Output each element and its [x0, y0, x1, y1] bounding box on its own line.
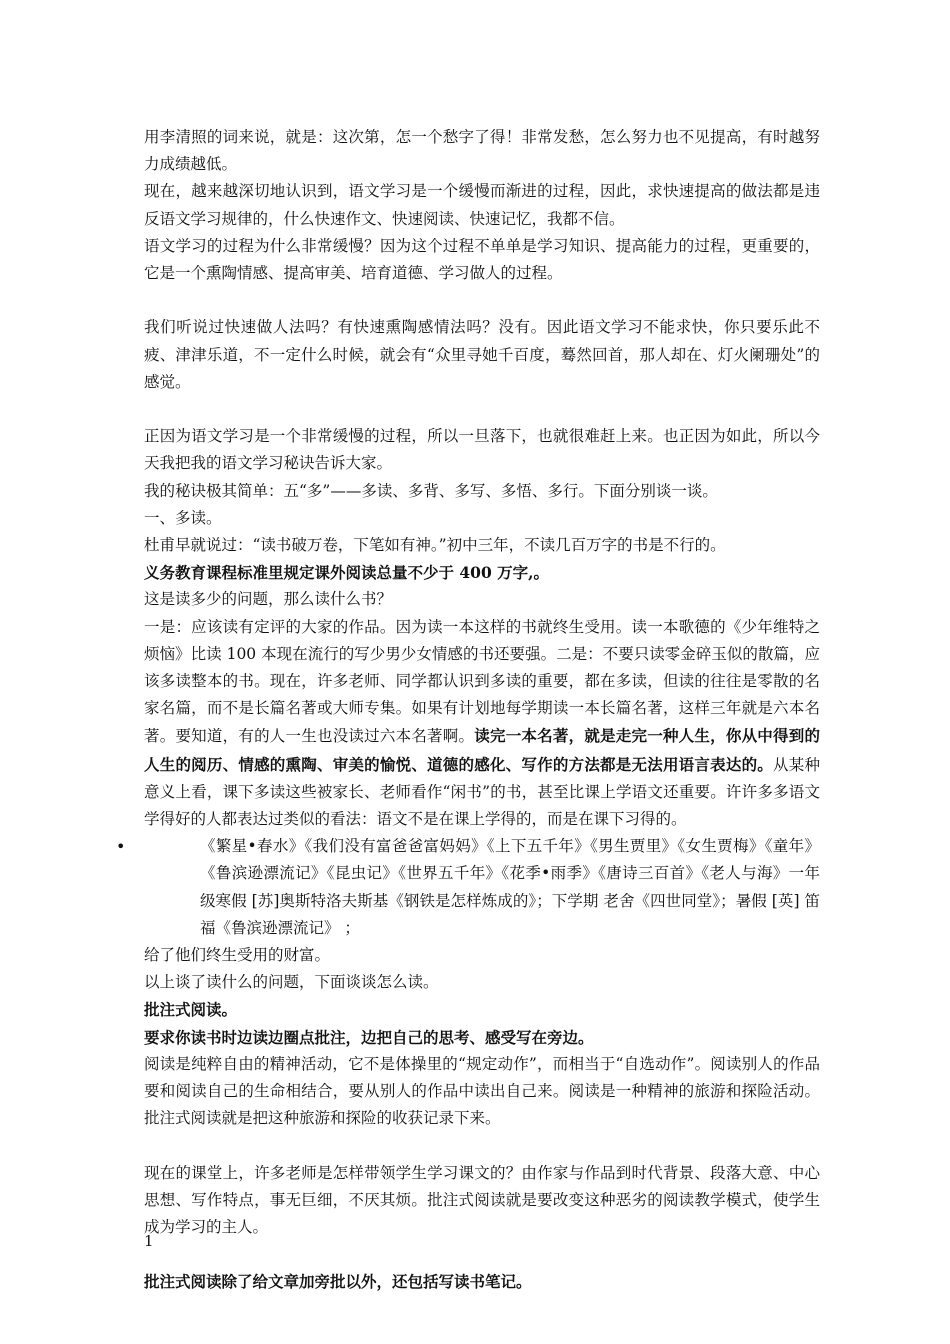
- blank-line: [144, 1241, 820, 1268]
- blank-line: [144, 1132, 820, 1159]
- paragraph: 我们听说过快速做人法吗？有快速熏陶感情法吗？没有。因此语文学习不能求快，你只要乐此不疲、津津乐道，不一定什么时候，就会有“众里寻她千百度，蓦然回首，那人却在、灯火阑珊处”的感觉。: [144, 318, 820, 391]
- text-run: 从某种意义上看，课下多读这些被家长、老师看作“闲书”的书，甚至比课上学语文还重要。许许多多语文学得好的人都表达过类似的看法：语文不是在课上学得的，而是在课下习得的。: [144, 755, 820, 829]
- bullet-icon: •: [116, 837, 126, 857]
- paragraph: 语文学习的过程为什么非常缓慢？因为这个过程不单单是学习知识、提高能力的过程，更重要的，它是一个熏陶情感、提高审美、培育道德、学习做人的过程。: [144, 236, 820, 283]
- bold-paragraph: 要求你读书时边读边圈点批注，边把自己的思考、感受写在旁边。: [144, 1027, 594, 1047]
- paragraph-mixed: [144, 614, 820, 834]
- paragraph: 正因为语文学习是一个非常缓慢的过程，所以一旦落下，也就很难赶上来。也正因为如此，所以今天我把我的语文学习秘诀告诉大家。: [144, 427, 820, 473]
- bold-heading: 批注式阅读。: [144, 1000, 238, 1020]
- paragraph: 阅读是纯粹自由的精神活动，它不是体操里的“规定动作”，而相当于“自选动作”。阅读别人的作品要和阅读自己的生命相结合，要从别人的作品中读出自己来。阅读是一种精神的旅游和探险活动。批注式阅读就是把这种旅游和探险的收获记录下来。: [144, 1054, 820, 1128]
- book-list: 《繁星•春水》《我们没有富爸爸富妈妈》《上下五千年》《男生贾里》《女生贾梅》《童年》《鲁滨逊漂流记》《昆虫记》《世界五千年》《花季•雨季》《唐诗三百首》《老人与海》一年级寒假 [苏]奥斯特洛夫斯基《钢铁是怎样炼成的》；下学期 老舍《四世同堂》；暑假 [英] 笛福《鲁滨逊漂流记》 ；: [200, 837, 820, 937]
- bold-text-run: 读完一本名著，就是走完一种人生，你从中得到的人生的阅历、情感的熏陶、审美的愉悦、道德的感化、写作的方法都是无法用语言表达的。: [144, 726, 820, 774]
- bullet-list-item: [116, 833, 820, 942]
- blank-line: [144, 396, 820, 423]
- paragraph: 现在，越来越深切地认识到，语文学习是一个缓慢而渐进的过程，因此，求快速提高的做法都是违反语文学习规律的，什么快速作文、快速阅读、快速记忆，我都不信。: [144, 182, 820, 228]
- paragraph: 用李清照的词来说，就是：这次第，怎一个愁字了得！非常发愁，怎么努力也不见提高，有时越努力成绩越低。: [144, 128, 820, 174]
- document-body: [116, 124, 820, 1296]
- paragraph: 给了他们终生受用的财富。: [144, 946, 331, 965]
- page-number: 1: [144, 1232, 154, 1250]
- paragraph: 以上谈了读什么的问题，下面谈谈怎么读。: [144, 973, 439, 992]
- text-run: 一是：应该读有定评的大家的作品。因为读一本这样的书就终生受用。读一本歌德的《少年维特之烦恼》比读 100 本现在流行的写少男少女情感的书还要强。二是：不要只读零金碎玉似的散篇，应该多读整本的书。现在，许多老师、同学都认识到多读的重要，都在多读，但读的往往是零散的名家名篇，而不是长篇名著或大师专集。如果有计划地每学期读一本长篇名著，这样三年就是六本名著。要知道，有的人一生也没读过六本名著啊。: [144, 617, 820, 746]
- paragraph: 现在的课堂上，许多老师是怎样带领学生学习课文的？由作家与作品到时代背景、段落大意、中心思想、写作特点，事无巨细，不厌其烦。批注式阅读就是要改变这种恶劣的阅读教学模式，使学生成为学习的主人。: [144, 1163, 820, 1237]
- bold-paragraph: 批注式阅读除了给文章加旁批以外，还包括写读书笔记。: [144, 1272, 532, 1292]
- paragraph: 杜甫早就说过：“读书破万卷，下笔如有神。”初中三年，不读几百万字的书是不行的。: [144, 536, 726, 555]
- paragraph: 这是读多少的问题，那么读什么书？: [144, 590, 393, 609]
- bold-paragraph: 义务教育课程标准里规定课外阅读总量不少于 400 万字,。: [144, 563, 550, 583]
- paragraph: 我的秘诀极其简单：五“多”——多读、多背、多写、多悟、多行。下面分别谈一谈。: [144, 481, 718, 500]
- section-heading: 一、多读。: [144, 508, 222, 527]
- blank-line: [144, 287, 820, 314]
